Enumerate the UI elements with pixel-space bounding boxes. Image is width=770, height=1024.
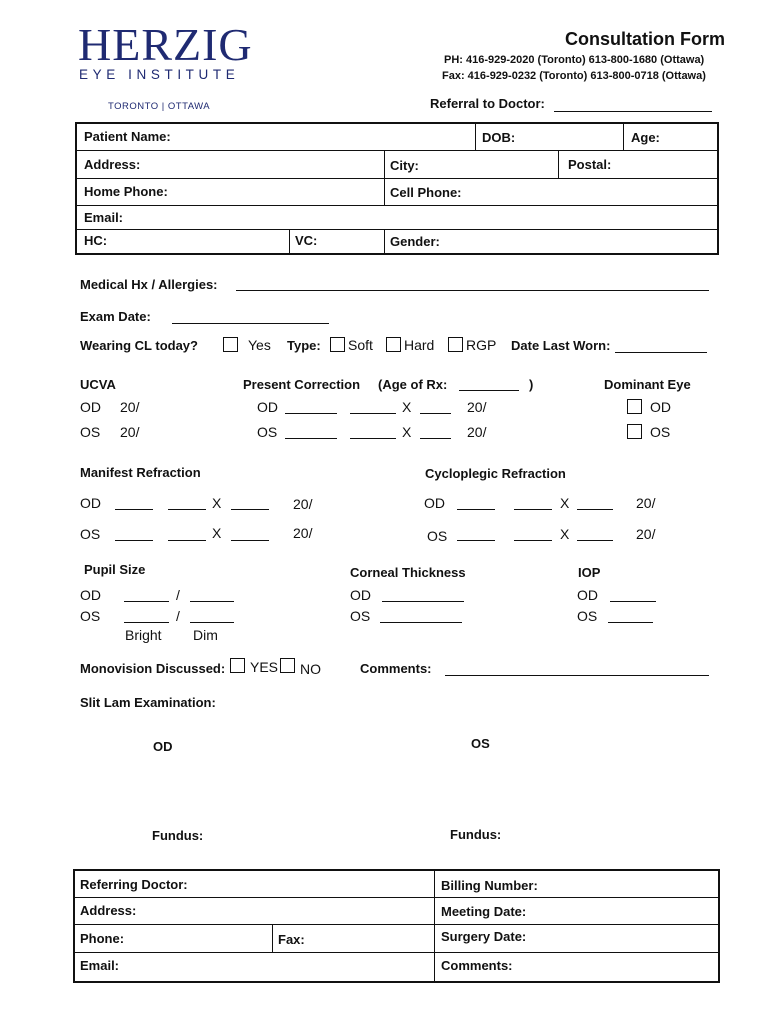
pc-os-twenty: 20/: [467, 424, 487, 440]
meeting-date-label: Meeting Date:: [441, 904, 527, 919]
corneal-od-field[interactable]: [382, 601, 464, 602]
monovision-yes-label: YES: [250, 659, 279, 675]
fax-line: Fax: 416-929-0232 (Toronto) 613-800-0718 (Ottawa): [442, 70, 706, 82]
referral-label: Referral to Doctor:: [430, 96, 545, 111]
ucva-os-label: OS: [80, 424, 101, 440]
pc-os-sphere[interactable]: [285, 438, 337, 439]
soft-label: Soft: [348, 337, 373, 353]
manifest-os-sphere[interactable]: [115, 540, 153, 541]
dob-label: DOB:: [482, 130, 516, 145]
age-of-rx-label: (Age of Rx:: [378, 377, 448, 392]
pc-os-axis[interactable]: [420, 438, 451, 439]
manifest-od-twenty: 20/: [293, 496, 313, 512]
ucva-od-twenty: 20/: [120, 399, 140, 415]
fundus-od-label: Fundus:: [152, 828, 204, 843]
cell-phone-label: Cell Phone:: [390, 185, 462, 200]
cyclo-od-sphere[interactable]: [457, 509, 495, 510]
comments-label: Comments:: [360, 661, 432, 676]
manifest-refraction-label: Manifest Refraction: [80, 465, 201, 480]
referring-comments-label: Comments:: [441, 958, 513, 973]
pupil-size-label: Pupil Size: [84, 562, 146, 577]
address-label: Address:: [84, 157, 141, 172]
iop-od-field[interactable]: [610, 601, 656, 602]
home-phone-label: Home Phone:: [84, 184, 168, 199]
postal-label: Postal:: [568, 157, 612, 172]
email-label: Email:: [84, 210, 124, 225]
manifest-os-twenty: 20/: [293, 525, 313, 541]
billing-number-label: Billing Number:: [441, 878, 538, 893]
hard-label: Hard: [404, 337, 435, 353]
dominant-od-label: OD: [650, 399, 671, 415]
form-title: Consultation Form: [565, 29, 725, 49]
patient-name-label: Patient Name:: [84, 129, 171, 144]
soft-checkbox[interactable]: [330, 337, 345, 352]
manifest-os-x: X: [212, 525, 222, 541]
monovision-label: Monovision Discussed:: [80, 661, 226, 676]
pc-od-label: OD: [257, 399, 278, 415]
pupil-os-slash: /: [176, 608, 180, 624]
corneal-od-label: OD: [350, 587, 371, 603]
cyclo-os-label: OS: [427, 528, 448, 544]
referring-fax-label: Fax:: [278, 932, 305, 947]
pupil-od-bright[interactable]: [124, 601, 169, 602]
manifest-od-axis[interactable]: [231, 509, 269, 510]
pupil-od-label: OD: [80, 587, 101, 603]
rgp-label: RGP: [466, 337, 497, 353]
pc-od-twenty: 20/: [467, 399, 487, 415]
pupil-od-slash: /: [176, 587, 180, 603]
vc-label: VC:: [295, 233, 318, 248]
iop-os-label: OS: [577, 608, 598, 624]
cl-type-label: Type:: [287, 338, 321, 353]
corneal-thickness-label: Corneal Thickness: [350, 565, 466, 580]
age-of-rx-close: ): [529, 377, 534, 392]
pupil-od-dim[interactable]: [190, 601, 234, 602]
pc-os-cyl[interactable]: [350, 438, 396, 439]
pc-os-label: OS: [257, 424, 278, 440]
present-correction-label: Present Correction: [243, 377, 361, 392]
cl-yes-checkbox[interactable]: [223, 337, 238, 352]
dominant-os-checkbox[interactable]: [627, 424, 642, 439]
manifest-os-cyl[interactable]: [168, 540, 206, 541]
dominant-os-label: OS: [650, 424, 671, 440]
slit-lamp-od-label: OD: [153, 739, 173, 754]
hc-label: HC:: [84, 233, 108, 248]
cyclo-od-label: OD: [424, 495, 445, 511]
referring-email-label: Email:: [80, 958, 120, 973]
cyclo-os-cyl[interactable]: [514, 540, 552, 541]
dominant-od-checkbox[interactable]: [627, 399, 642, 414]
medical-hx-field[interactable]: [236, 290, 709, 291]
slit-lamp-label: Slit Lam Examination:: [80, 695, 216, 710]
corneal-os-field[interactable]: [380, 622, 462, 623]
monovision-yes-checkbox[interactable]: [230, 658, 245, 673]
cyclo-od-twenty: 20/: [636, 495, 656, 511]
medical-hx-label: Medical Hx / Allergies:: [80, 277, 218, 292]
cyclo-od-axis[interactable]: [577, 509, 613, 510]
logo-locations: TORONTO | OTTAWA: [108, 101, 211, 112]
monovision-no-checkbox[interactable]: [280, 658, 295, 673]
dominant-eye-label: Dominant Eye: [604, 377, 691, 392]
logo-name: HERZIG: [78, 19, 253, 70]
referring-doctor-label: Referring Doctor:: [80, 877, 188, 892]
wearing-cl-label: Wearing CL today?: [80, 338, 198, 353]
cyclo-od-x: X: [560, 495, 570, 511]
ucva-od-label: OD: [80, 399, 101, 415]
cyclo-os-sphere[interactable]: [457, 540, 495, 541]
dim-label: Dim: [193, 627, 218, 643]
pc-od-sphere[interactable]: [285, 413, 337, 414]
referring-address-label: Address:: [80, 903, 137, 918]
cyclo-os-twenty: 20/: [636, 526, 656, 542]
referring-phone-label: Phone:: [80, 931, 125, 946]
gender-label: Gender:: [390, 234, 440, 249]
cyclo-os-axis[interactable]: [577, 540, 613, 541]
date-last-worn-field[interactable]: [615, 352, 707, 353]
bright-label: Bright: [125, 627, 162, 643]
ucva-label: UCVA: [80, 377, 116, 392]
cycloplegic-refraction-label: Cycloplegic Refraction: [425, 466, 566, 481]
hard-checkbox[interactable]: [386, 337, 401, 352]
referral-field[interactable]: [554, 111, 712, 112]
slit-lamp-os-label: OS: [471, 736, 490, 751]
pupil-os-bright[interactable]: [124, 622, 169, 623]
pc-od-axis[interactable]: [420, 413, 451, 414]
pupil-os-dim[interactable]: [190, 622, 234, 623]
exam-date-label: Exam Date:: [80, 309, 151, 324]
phone-line: PH: 416-929-2020 (Toronto) 613-800-1680 (Ottawa): [444, 54, 705, 66]
manifest-od-label: OD: [80, 495, 101, 511]
iop-label: IOP: [578, 565, 601, 580]
pc-od-x: X: [402, 399, 412, 415]
exam-date-field[interactable]: [172, 323, 329, 324]
cl-yes-label: Yes: [248, 337, 271, 353]
manifest-od-sphere[interactable]: [115, 509, 153, 510]
age-of-rx-field[interactable]: [459, 390, 519, 391]
monovision-no-label: NO: [300, 661, 321, 677]
date-last-worn-label: Date Last Worn:: [511, 338, 611, 353]
iop-od-label: OD: [577, 587, 598, 603]
cyclo-od-cyl[interactable]: [514, 509, 552, 510]
logo-subtitle: EYE INSTITUTE: [79, 67, 240, 82]
manifest-od-cyl[interactable]: [168, 509, 206, 510]
comments-field[interactable]: [445, 675, 709, 676]
manifest-os-axis[interactable]: [231, 540, 269, 541]
fundus-os-label: Fundus:: [450, 827, 502, 842]
surgery-date-label: Surgery Date:: [441, 929, 527, 944]
corneal-os-label: OS: [350, 608, 371, 624]
cyclo-os-x: X: [560, 526, 570, 542]
ucva-os-twenty: 20/: [120, 424, 140, 440]
city-label: City:: [390, 158, 419, 173]
manifest-od-x: X: [212, 495, 222, 511]
pc-od-cyl[interactable]: [350, 413, 396, 414]
age-label: Age:: [631, 130, 660, 145]
pc-os-x: X: [402, 424, 412, 440]
rgp-checkbox[interactable]: [448, 337, 463, 352]
pupil-os-label: OS: [80, 608, 101, 624]
iop-os-field[interactable]: [608, 622, 653, 623]
manifest-os-label: OS: [80, 526, 101, 542]
